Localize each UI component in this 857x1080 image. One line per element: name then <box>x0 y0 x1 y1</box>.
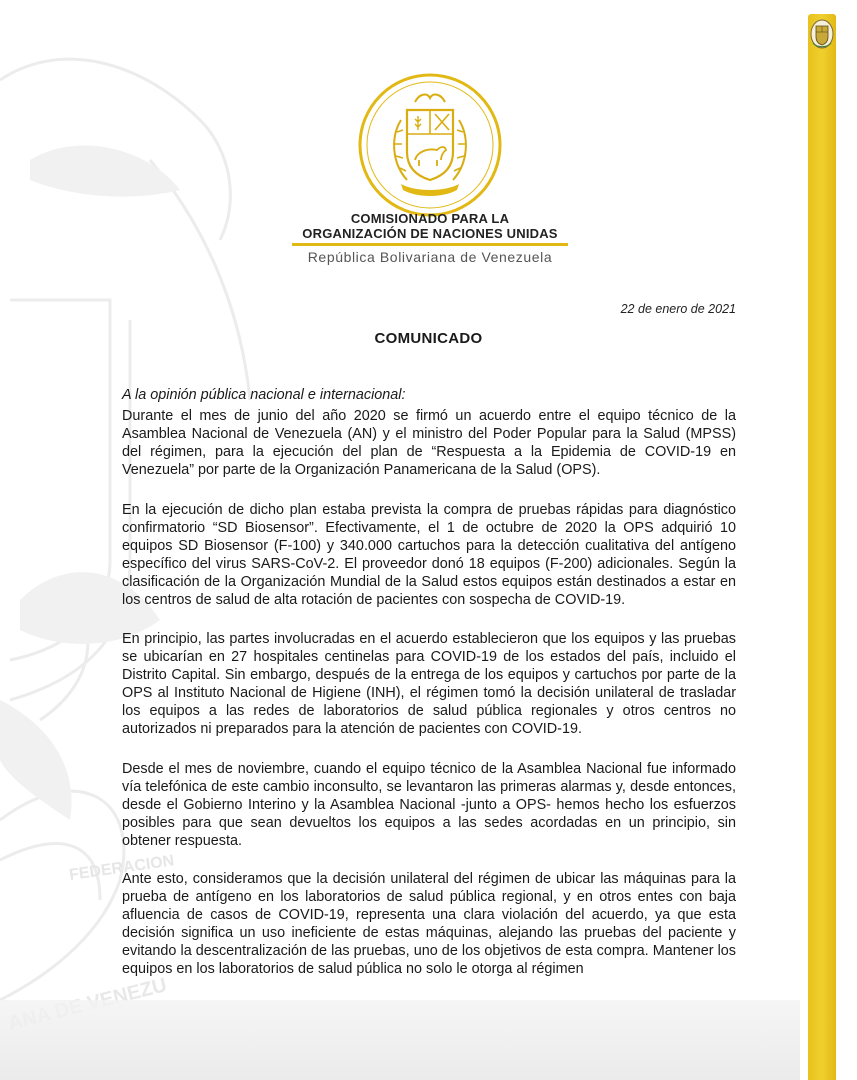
coat-of-arms-seal <box>357 72 503 218</box>
paragraph-1: Durante el mes de junio del año 2020 se firmó un acuerdo entre el equipo técnico de la Asamblea Nacional de Venezuela (AN) y el ministro del Poder Popular para la Salud (MPSS) del régimen, para la ejecución del plan de “Respuesta a la Epidemia de COVID-19 en Venezuela” por parte de la Organización Panamericana de la Salud (OPS). <box>122 408 736 479</box>
paragraph-5: Ante esto, consideramos que la decisión unilateral del régimen de ubicar las máquinas para la prueba de antígeno en los laboratorios de salud pública regional, y en otros entes con baja afluencia de casos de COVID-19, representa una clara violación del acuerdo, ya que esta decisión significa un uso ineficiente de estas máquinas, alejando las pruebas del paciente y evitando la descentralización de las pruebas, uno de los objetivos de esta compra. Mantener los equipos en los laboratorios de salud pública no solo le otorga al régimen <box>122 871 736 978</box>
salutation: A la opinión pública nacional e internacional: <box>122 387 406 403</box>
gold-side-bar <box>808 14 836 1080</box>
watermark-ring-text: FEDERACION <box>68 852 176 884</box>
country-name: República Bolivariana de Venezuela <box>307 249 553 265</box>
bottom-band <box>0 1000 800 1080</box>
paragraph-4: Desde el mes de noviembre, cuando el equipo técnico de la Asamblea Nacional fue informado vía telefónica de este cambio inconsulto, se levantaron las primeras alarmas y, desde entonces, desde el Gobierno Interino y la Asamblea Nacional -junto a OPS- hemos hecho los esfuerzos posibles para que sean devueltos los equipos a las sedes acordadas en un principio, sin obtener respuesta. <box>122 761 736 850</box>
document-date: 22 de enero de 2021 <box>620 302 736 316</box>
org-name-line1: COMISIONADO PARA LA <box>350 211 510 226</box>
paragraph-2: En la ejecución de dicho plan estaba prevista la compra de pruebas rápidas para diagnóstico confirmatorio “SD Biosensor”. Efectivamente, el 1 de octubre de 2020 la OPS adquirió 10 equipos SD Biosensor (F-100) y 340.000 cartuchos para la detección cualitativa del antígeno específico del virus SARS-CoV-2. El proveedor donó 18 equipos (F-200) adicionales. Según la clasificación de la Organización Mundial de la Salud estos equipos están destinados a estar en los centros de salud de alta rotación de pacientes con sospecha de COVID-19. <box>122 502 736 609</box>
document-title: COMUNICADO <box>374 330 483 347</box>
paragraph-3: En principio, las partes involucradas en el acuerdo establecieron que los equipos y las pruebas se ubicarían en 27 hospitales centinelas para COVID-19 de los estados del país, incluido el Distrito Capital. Sin embargo, después de la entrega de los equipos y cartuchos por parte de la OPS al Instituto Nacional de Higiene (INH), el régimen tomó la decisión unilateral de trasladar los equipos a las redes de laboratorios de salud pública regionales y otros centros no autorizados ni preparados para la atención de pacientes con COVID-19. <box>122 631 736 738</box>
shield-emblem-icon <box>809 17 835 51</box>
header-divider <box>292 243 568 246</box>
organization-header <box>260 211 600 265</box>
org-name-line2: ORGANIZACIÓN DE NACIONES UNIDAS <box>302 226 558 241</box>
